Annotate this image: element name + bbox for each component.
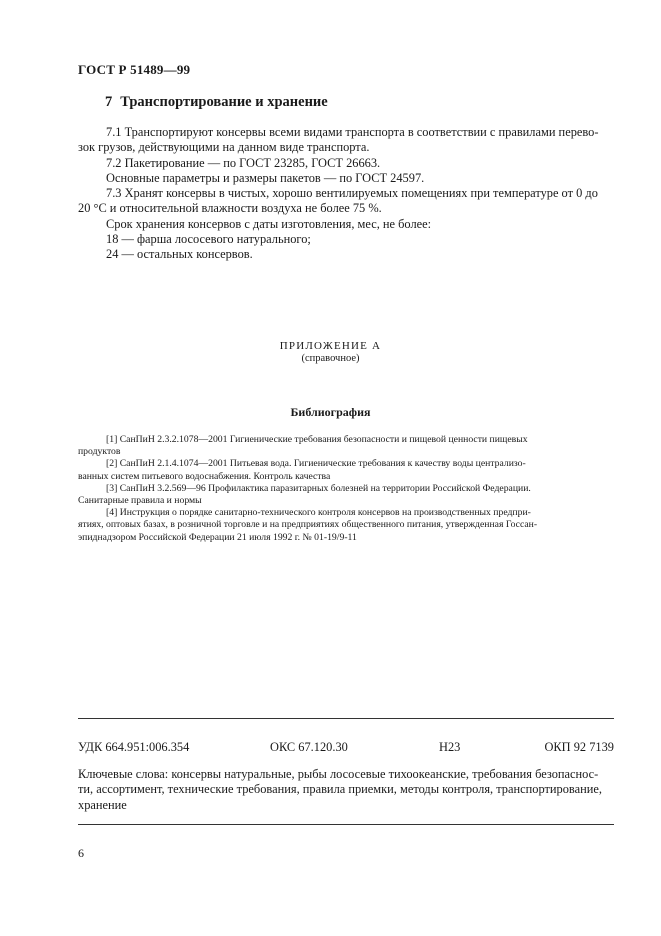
bottom-divider [78, 824, 614, 825]
section-title-text: Транспортирование и хранение [120, 94, 328, 110]
body-line: 7.3 Хранят консервы в чистых, хорошо вентилируемых помещениях при температуре от 0 до [106, 186, 598, 201]
appendix-title: ПРИЛОЖЕНИЕ А [279, 340, 382, 352]
ref-line: ванных систем питьевого водоснабжения. Контроль качества [78, 470, 331, 482]
bibliography-ref-1 [78, 434, 613, 458]
oks-code: ОКС 67.120.30 [270, 740, 348, 754]
ref-line: эпиднадзором Российской Федерации 21 июля 1992 г. № 01-19/9-11 [78, 531, 357, 543]
page-number: 6 [78, 846, 84, 860]
top-divider [78, 718, 614, 719]
bibliography-ref-2 [78, 458, 613, 482]
udk-code: УДК 664.951:006.354 [78, 740, 190, 754]
section-number: 7 [105, 94, 113, 110]
ref-line: [2] СанПиН 2.1.4.1074—2001 Питьевая вода. Гигиенические требования к качеству воды централизо- [106, 458, 526, 470]
body-line: 18 — фарша лососевого натурального; [106, 232, 311, 247]
section-title [105, 94, 328, 111]
appendix-subtitle: (справочное) [301, 353, 360, 364]
body-line: Срок хранения консервов с даты изготовления, мес, не более: [106, 216, 432, 231]
ref-line: продуктов [78, 446, 121, 458]
ref-line: ятиях, оптовых базах, в розничной торговле и на предприятиях общественного питания, утвержденная Госсан- [78, 519, 538, 531]
body-line: зок грузов, действующими на данном виде транспорта. [78, 140, 370, 155]
body-line: 7.2 Пакетирование — по ГОСТ 23285, ГОСТ 26663. [106, 155, 381, 170]
bibliography-ref-4 [78, 507, 613, 544]
ref-line: [4] Инструкция о порядке санитарно-технического контроля консервов на производственных предпри- [106, 507, 531, 519]
section-body [78, 125, 613, 263]
body-line: 20 °С и относительной влажности воздуха не более 75 %. [78, 201, 382, 216]
bibliography-ref-3 [78, 483, 613, 507]
keywords-line: Ключевые слова: консервы натуральные, рыбы лососевые тихоокеанские, требования безопаснос- [78, 767, 599, 781]
group-code: Н23 [439, 740, 461, 754]
keywords-block [78, 767, 614, 813]
ref-line: [3] СанПиН 3.2.569—96 Профилактика паразитарных болезней на территории Российской Федерации. [106, 482, 531, 494]
keywords-line: хранение [78, 797, 127, 812]
body-line: 7.1 Транспортируют консервы всеми видами транспорта в соответствии с правилами перево- [106, 125, 599, 139]
bibliography-title: Библиография [290, 405, 371, 419]
body-line: 24 — остальных консервов. [106, 247, 253, 262]
ref-line: Санитарные правила и нормы [78, 495, 202, 507]
classification-row [78, 740, 614, 756]
document-header: ГОСТ Р 51489—99 [78, 62, 191, 77]
keywords-line: ти, ассортимент, технические требования, правила приемки, методы контроля, транспортирование, [78, 782, 602, 797]
bibliography-list [78, 434, 613, 544]
okp-code: ОКП 92 7139 [544, 740, 614, 754]
ref-line: [1] СанПиН 2.3.2.1078—2001 Гигиенические требования безопасности и пищевой ценности пищевых [106, 434, 528, 445]
body-line: Основные параметры и размеры пакетов — по ГОСТ 24597. [106, 170, 425, 185]
